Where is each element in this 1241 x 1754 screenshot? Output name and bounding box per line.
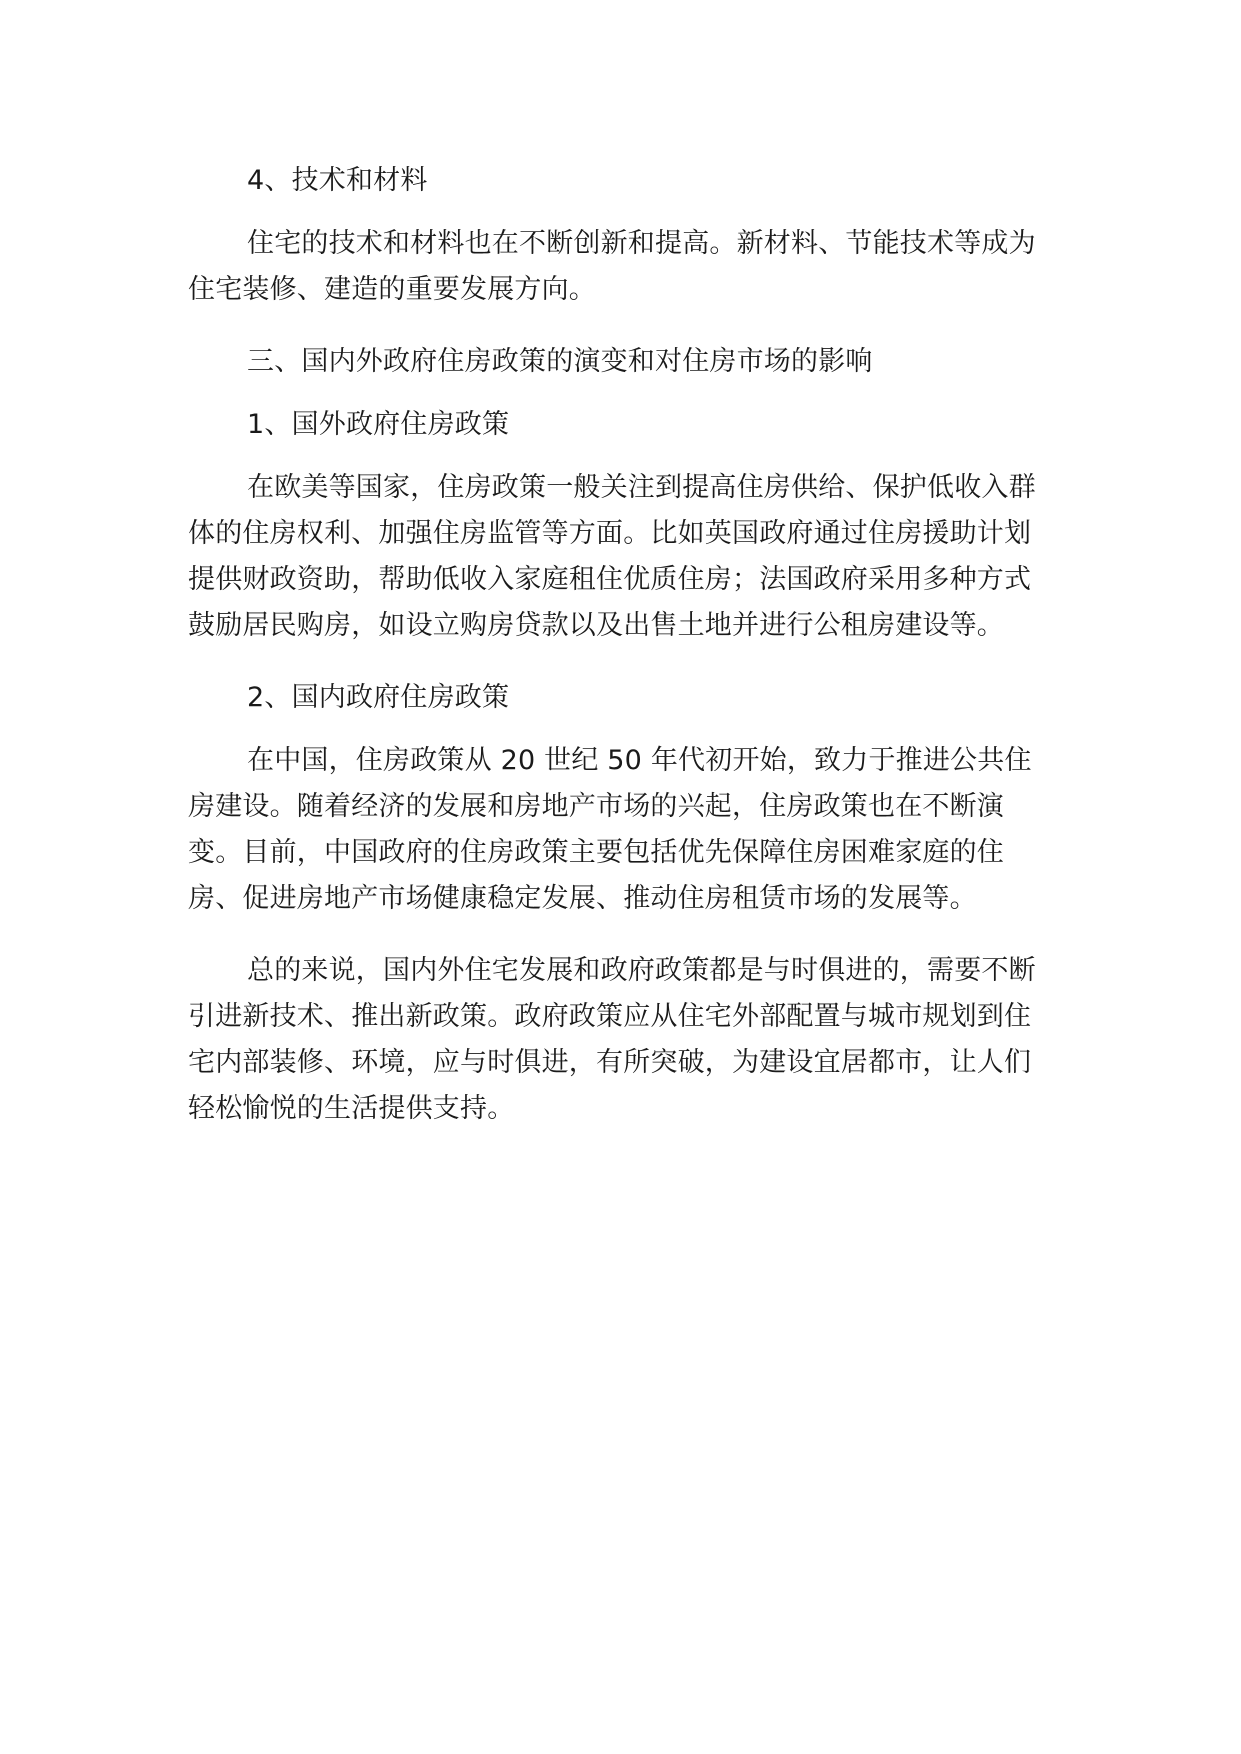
section-heading-foreign-policy: 1、国外政府住房政策 [247, 409, 510, 440]
document-body [188, 158, 1048, 1158]
paragraph-technology-materials: 住宅的技术和材料也在不断创新和提高。新材料、节能技术等成为住宅装修、建造的重要发展方向。 [188, 228, 1036, 305]
paragraph-conclusion: 总的来说，国内外住宅发展和政府政策都是与时俱进的，需要不断引进新技术、推出新政策。政府政策应从住宅外部配置与城市规划到住宅内部装修、环境，应与时俱进，有所突破，为建设宜居都市，让人们轻松愉悦的生活提供支持。 [188, 955, 1036, 1124]
paragraph-domestic-policy: 在中国，住房政策从 20 世纪 50 年代初开始，致力于推进公共住房建设。随着经济的发展和房地产市场的兴起，住房政策也在不断演变。目前，中国政府的住房政策主要包括优先保障住房困难家庭的住房、促进房地产市场健康稳定发展、推动住房租赁市场的发展等。 [188, 745, 1032, 914]
section-heading-domestic-policy: 2、国内政府住房政策 [247, 682, 510, 713]
paragraph-foreign-policy: 在欧美等国家，住房政策一般关注到提高住房供给、保护低收入群体的住房权利、加强住房监管等方面。比如英国政府通过住房援助计划提供财政资助，帮助低收入家庭租住优质住房；法国政府采用多种方式鼓励居民购房，如设立购房贷款以及出售土地并进行公租房建设等。 [188, 472, 1036, 641]
section-heading-technology-materials: 4、技术和材料 [247, 165, 428, 196]
chapter-heading-housing-policy: 三、国内外政府住房政策的演变和对住房市场的影响 [247, 346, 873, 377]
